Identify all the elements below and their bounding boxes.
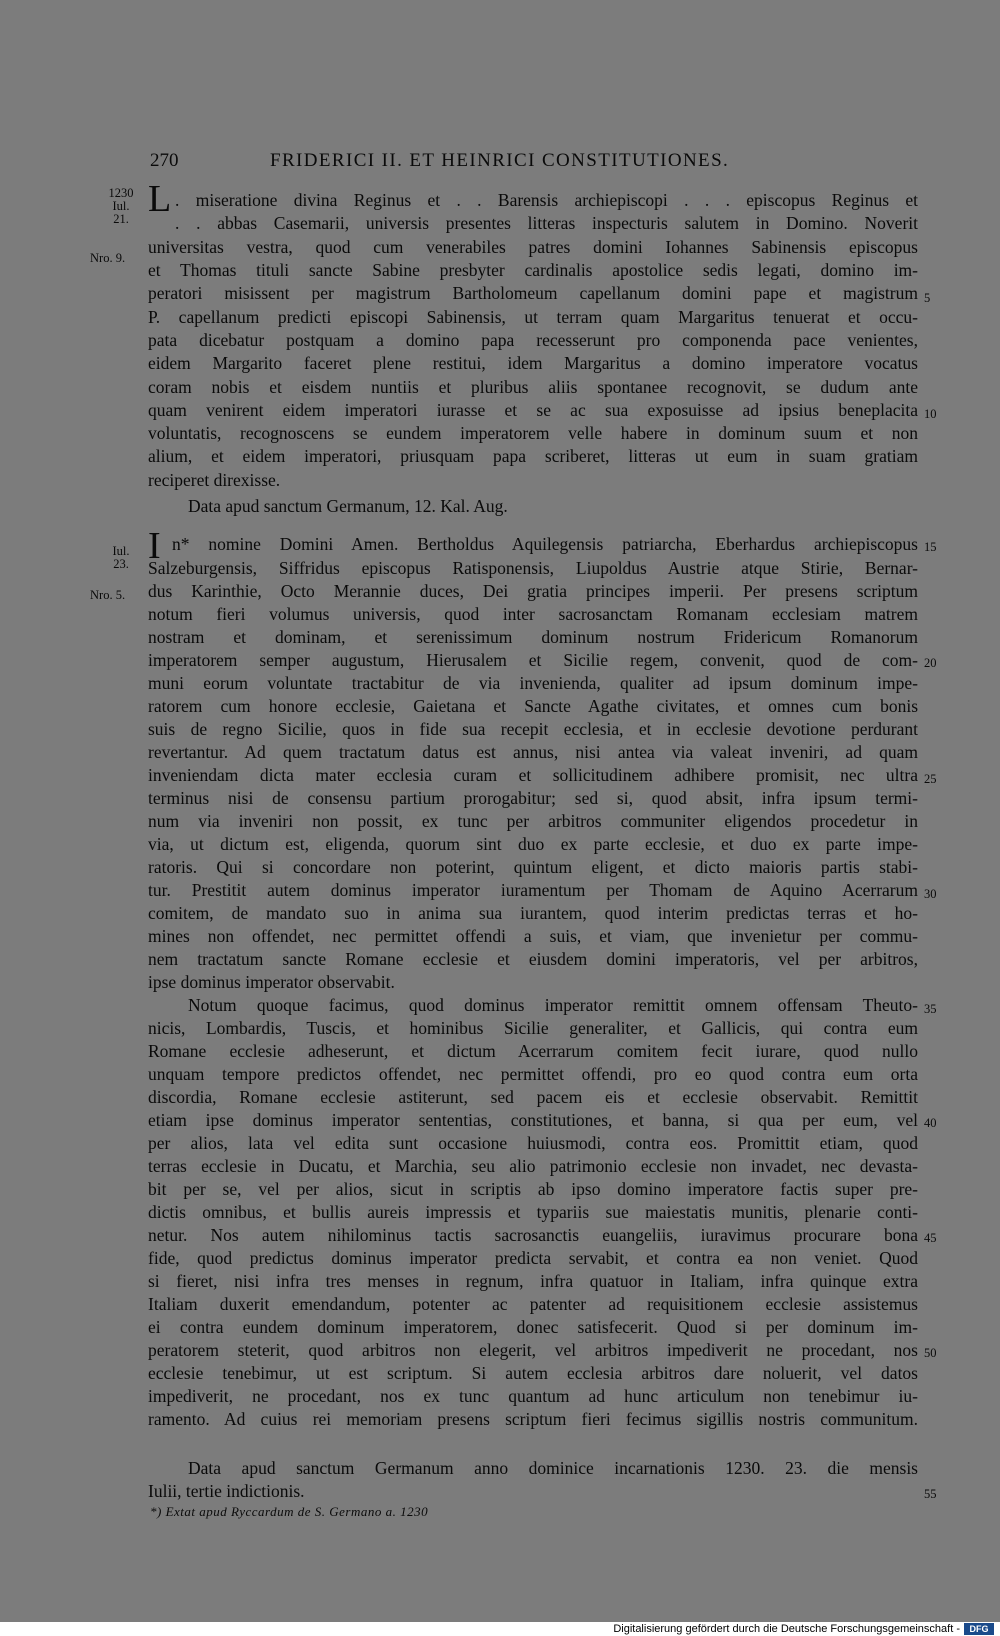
text-line: tur. Prestitit autem dominus imperator iuramentum per Thomam de Aquino Acerrarum (148, 880, 918, 900)
text-line: quam venirent eidem imperatori iurasse et se ac sua exposuisse ad ipsius beneplacita (148, 400, 918, 420)
margin-day: 21. (113, 212, 129, 226)
text-line: voluntatis, recognoscens se eundem imperatorem velle habere in dominum suum et non (148, 423, 918, 443)
text-line: pata dicebatur postquam a domino papa recesserunt pro componenda pace venientes, (148, 330, 918, 350)
running-title: FRIDERICI II. ET HEINRICI CONSTITUTIONES. (270, 150, 730, 171)
text-line: ratoris. Qui si concordare non poterint, quintum eligent, et dicto maioris partis stabi- (148, 857, 918, 877)
text-line: Notum quoque facimus, quod dominus imperator remittit omnem offensam Theuto- (188, 995, 918, 1015)
dfg-logo: DFG (964, 1623, 994, 1635)
margin-day: 23. (113, 557, 129, 571)
text-line: et Thomas tituli sancte Sabine presbyter cardinalis apostolice sedis legati, domino im- (148, 260, 918, 280)
line-number: 35 (924, 1002, 937, 1016)
text-line: muni eorum voluntate tractabitur de via invenienda, qualiter ad ipsum dominum impe- (148, 673, 918, 693)
text-line: ratorem cum honore ecclesie, Gaietana et Sancte Agathe civitates, et omnes cum bonis (148, 696, 918, 716)
text-line: discordia, Romane ecclesie astiterunt, sed pacem eis et ecclesie observabit. Remittit (148, 1087, 918, 1107)
line-number: 55 (924, 1487, 937, 1501)
line-number: 45 (924, 1231, 937, 1245)
text-line: nostram et dominam, et serenissimum dominum nostrum Fridericum Romanorum (148, 627, 918, 647)
text-line: . miseratione divina Reginus et . . Barensis archiepiscopi . . . episcopus Reginus et (175, 190, 918, 210)
text-line: ecclesie tenebimur, ut est scriptum. Si autem ecclesia arbitros dare noluerit, vel datos (148, 1363, 918, 1383)
text-line: dus Karinthie, Octo Merannie duces, Dei gratia principes imperii. Per presens scriptum (148, 581, 918, 601)
text-line: via, ut dictum est, eligenda, quorum sint duo ex parte ecclesie, et duo ex parte impe- (148, 834, 918, 854)
line-number: 30 (924, 887, 937, 901)
text-line: ipse dominus imperator observabit. (148, 972, 395, 992)
text-line: coram nobis et eisdem nuntiis et pluribus aliis spontanee recognovit, se dudum ante (148, 377, 918, 397)
text-line: Romane ecclesie adheserunt, et dictum Acerrarum comitem fecit iurare, quod nullo (148, 1041, 918, 1061)
line-number: 20 (924, 656, 937, 670)
text-line: impediverit, ne procedant, nos ex tunc quantum ad hunc articulum non tenebimur iu- (148, 1386, 918, 1406)
date-line: Data apud sanctum Germanum, 12. Kal. Aug. (188, 496, 508, 516)
text-line: mines non offendet, nec permittet offendi a suis, et viam, que invenietur per commu- (148, 926, 918, 946)
text-line: terras ecclesie in Ducatu, et Marchia, seu alio patrimonio ecclesie non invadet, nec devasta- (148, 1156, 918, 1176)
text-line: reciperet direxisse. (148, 470, 281, 490)
text-line: peratorem steterit, quod arbitros non elegerit, vel arbitros impediverit ne procedant, nos (148, 1340, 918, 1360)
margin-nro-doc2: Nro. 5. (90, 588, 126, 602)
text-line: dictis omnibus, et bullis aureis impressis et typariis sue maiestatis munitis, plenarie conti- (148, 1202, 918, 1222)
line-number: 15 (924, 540, 937, 554)
text-line: ramento. Ad cuius rei memoriam presens scriptum fieri fecimus sigillis nostris communitum. (148, 1409, 918, 1429)
text-line: comitem, de mandato suo in anima sua iurantem, quod interim predictas terras et ho- (148, 903, 918, 923)
text-line: alium, et eidem imperatori, priusquam papa scriberet, litteras ut eum in suam gratiam (148, 446, 918, 466)
margin-month: Iul. (112, 199, 130, 213)
text-line: etiam ipse dominus imperator sententias, constitutiones, et banna, si qua per eum, vel (148, 1110, 918, 1130)
drop-initial-doc1: L (148, 178, 172, 220)
text-line: num via inveniri non possit, ex tunc per arbitros communiter eligendos procedetur in (148, 811, 918, 831)
margin-nro-doc1: Nro. 9. (90, 251, 126, 265)
text-line: imperatorem semper augustum, Hierusalem et Sicilie regem, convenit, quod de com- (148, 650, 918, 670)
line-number: 10 (924, 407, 937, 421)
text-line: Salzeburgensis, Siffridus episcopus Ratisponensis, Liupoldus Austrie atque Stirie, Bernar- (148, 558, 918, 578)
digitization-footer (0, 1622, 1000, 1636)
text-line: eidem Margarito faceret plene restitui, idem Margaritus a domino imperatore vocatus (148, 353, 918, 373)
footnote: *) Extat apud Ryccardum de S. Germano a. 1230 (150, 1504, 429, 1519)
text-line: Iulii, tertie indictionis. (148, 1481, 305, 1501)
text-line: nicis, Lombardis, Tuscis, et hominibus Sicilie generaliter, et Gallicis, qui contra eum (148, 1018, 918, 1038)
text-line: Italiam duxerit emendandum, potenter ac patenter ad requisitionem ecclesie assistemus (148, 1294, 918, 1314)
line-number: 40 (924, 1116, 937, 1130)
text-line: terminus nisi de consensu partium prorogabitur; sed si, quod absit, infra ipsum termi- (148, 788, 918, 808)
text-line: suis de regno Sicilie, quos in fide sua recepit ecclesia, et in ecclesie devotione perdurant (148, 719, 918, 739)
text-line: n* nomine Domini Amen. Bertholdus Aquilegensis patriarcha, Eberhardus archiepiscopus (172, 534, 918, 554)
text-line: si fieret, nisi infra tres menses in regnum, infra quatuor in Italiam, infra quinque extra (148, 1271, 918, 1291)
text-line: peratori misissent per magistrum Bartholomeum capellanum domini pape et magistrum (148, 283, 918, 303)
text-line: notum fieri volumus universis, quod inter sacrosanctam Romanam ecclesiam matrem (148, 604, 918, 624)
line-number: 25 (924, 772, 937, 786)
text-line: ei contra eundem dominum imperatorem, donec satisfecerit. Quod si per dominum im- (148, 1317, 918, 1337)
date-line: Data apud sanctum Germanum anno dominice incarnationis 1230. 23. die mensis (188, 1458, 918, 1478)
text-line: per alios, lata vel edita sunt occasione huiusmodi, contra eos. Promittit etiam, quod (148, 1133, 918, 1153)
text-line: fide, quod predictus dominus imperator predicta servabit, et contra ea non veniet. Quod (148, 1248, 918, 1268)
margin-year: 1230 (108, 186, 134, 200)
text-line: netur. Nos autem nihilominus tactis sacrosanctis euangeliis, iuravimus procurare bona (148, 1225, 918, 1245)
page-number: 270 (150, 150, 179, 171)
margin-month: Iul. (112, 544, 130, 558)
line-number: 50 (924, 1346, 937, 1360)
text-line: bit per se, vel per alios, sicut in scriptis ab ipso domino imperatore factis super pre- (148, 1179, 918, 1199)
text-line: inveniendam dicta mater ecclesia curam et sollicitudinem adhibere promisit, nec ultra (148, 765, 918, 785)
line-number: 5 (924, 291, 931, 305)
funding-notice: Digitalisierung gefördert durch die Deutsche Forschungsgemeinschaft - (613, 1623, 960, 1635)
text-line: . . abbas Casemarii, universis presentes litteras inspecturis salutem in Domino. Noverit (175, 213, 918, 233)
text-line: P. capellanum predicti episcopi Sabinensis, ut terram quam Margaritus tenuerat et occu- (148, 307, 918, 327)
text-line: unquam tempore predictos offendet, nec permittet offendi, pro eo quod contra eum orta (148, 1064, 918, 1084)
text-line: universitas vestra, quod cum venerabiles patres domini Iohannes Sabinensis episcopus (148, 237, 918, 257)
text-line: nem tractatum sancte Romane ecclesie et eiusdem domini imperatoris, vel per arbitros, (148, 949, 918, 969)
page-header (150, 150, 920, 176)
margin-note-doc1 (103, 187, 139, 226)
text-line: revertantur. Ad quem tractatum datus est annus, nisi antea via valeat inveniri, ad quam (148, 742, 918, 762)
drop-initial-doc2: I (148, 525, 161, 567)
margin-note-doc2 (103, 545, 139, 571)
